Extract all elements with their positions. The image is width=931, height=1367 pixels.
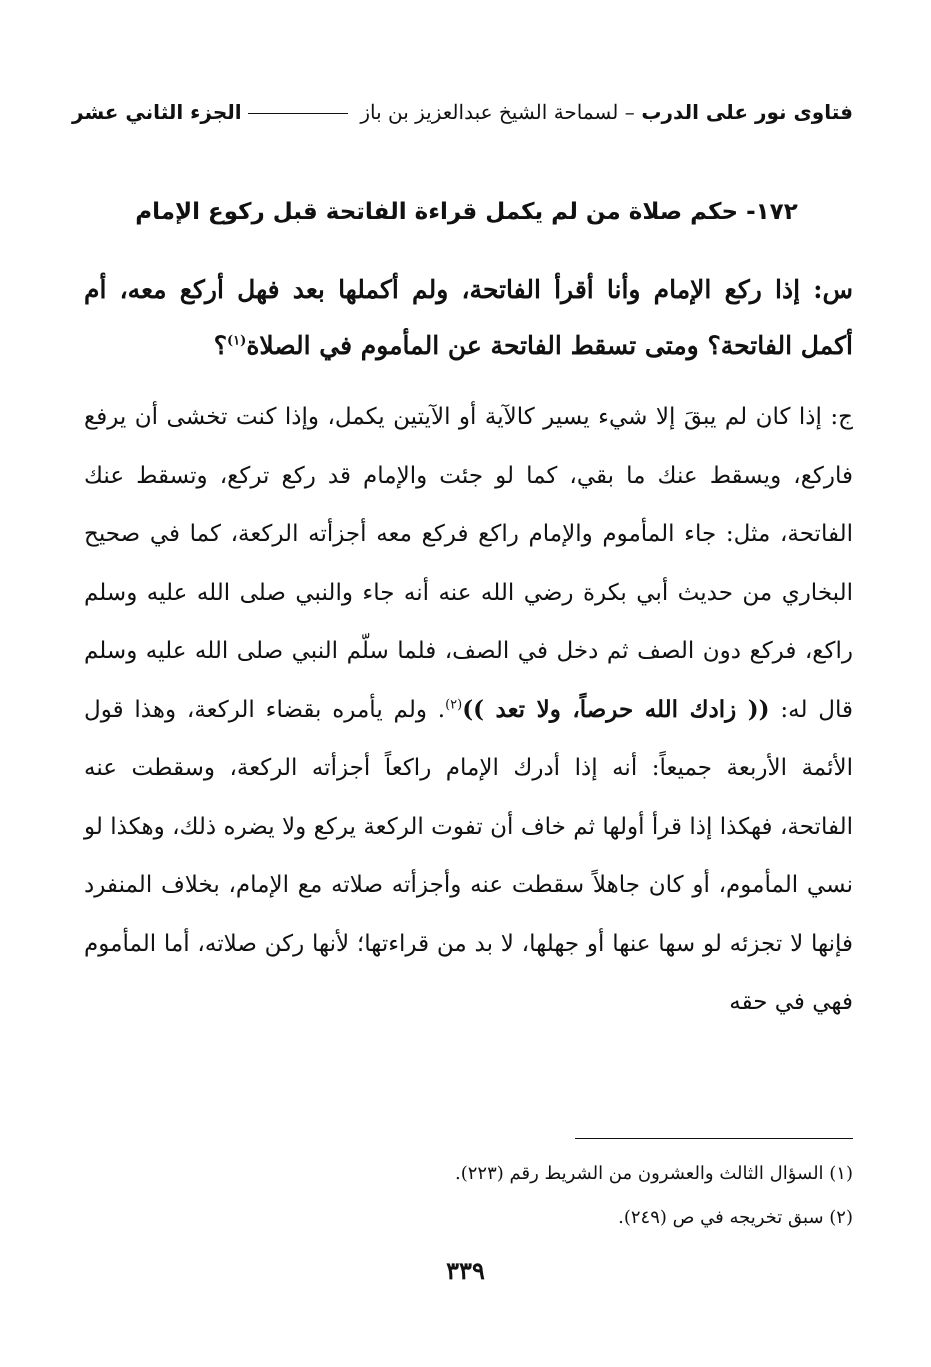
header-book-author (242, 100, 853, 124)
footnote-ref-1[interactable]: (١) (227, 333, 247, 349)
question-text: س: إذا ركع الإمام وأنا أقرأ الفاتحة، ولم أكملها بعد فهل أركع معه، أم أكمل الفاتحة؟ ومتى تسقط الفاتحة عن المأموم في الصلاة (84, 275, 853, 360)
footnotes (84, 1152, 853, 1240)
answer-text-part2: . ولم يأمره بقضاء الركعة، وهذا قول الأئمة الأربعة جميعاً: أنه إذا أدرك الإمام راكعاً أجزأته الركعة، وسقطت عنه الفاتحة، فهكذا إذا قرأ أولها ثم خاف أن تفوت الركعة يركع ولا يضره ذلك، وهكذا لو نسي المأموم، أو كان جاهلاً سقطت عنه وأجزأته صلاته مع الإمام، بخلاف المنفرد فإنها لا تجزئه لو سها عنها أو جهلها، لا بد من قراءتها؛ لأنها ركن صلاته، أما المأموم فهي في حقه (84, 696, 853, 1015)
footnote-ref-2[interactable]: (٢) (445, 696, 463, 712)
footnote-1: (١) السؤال الثالث والعشرون من الشريط رقم (٢٢٣). (455, 1163, 853, 1184)
footnote-2: (٢) سبق تخريجه في ص (٢٤٩). (618, 1207, 853, 1228)
footnote-separator (575, 1138, 853, 1139)
running-header (72, 92, 853, 132)
header-dash (248, 113, 348, 114)
hadith-quote: (( زادك الله حرصاً، ولا تعد )) (462, 695, 770, 723)
answer-text-part1: ج: إذا كان لم يبقَ إلا شيء يسير كالآية أو الآيتين يكمل، وإذا كنت تخشى أن يرفع فاركع، ويسقط عنك ما بقي، كما لو جئت والإمام قد ركع تركع، وتسقط عنك الفاتحة، مثل: جاء المأموم والإمام راكع فركع معه أجزأته الركعة، كما في صحيح البخاري من حديث أبي بكرة رضي الله عنه أنه جاء والنبي صلى الله عليه وسلم راكع، فركع دون الصف ثم دخل في الصف، فلما سلّم النبي صلى الله عليه وسلم قال له: (84, 404, 853, 723)
question-end: ؟ (213, 331, 228, 360)
header-book-title: فتاوى نور على الدرب (641, 100, 853, 124)
header-volume: الجزء الثاني عشر (72, 100, 242, 124)
header-author: – لسماحة الشيخ عبدالعزيز بن باز (360, 100, 635, 124)
question-paragraph (84, 262, 853, 374)
answer-paragraph (84, 388, 853, 1032)
page-number: ٣٣٩ (446, 1256, 485, 1285)
fatwa-heading: ١٧٢- حكم صلاة من لم يكمل قراءة الفاتحة قبل ركوع الإمام (135, 199, 798, 225)
